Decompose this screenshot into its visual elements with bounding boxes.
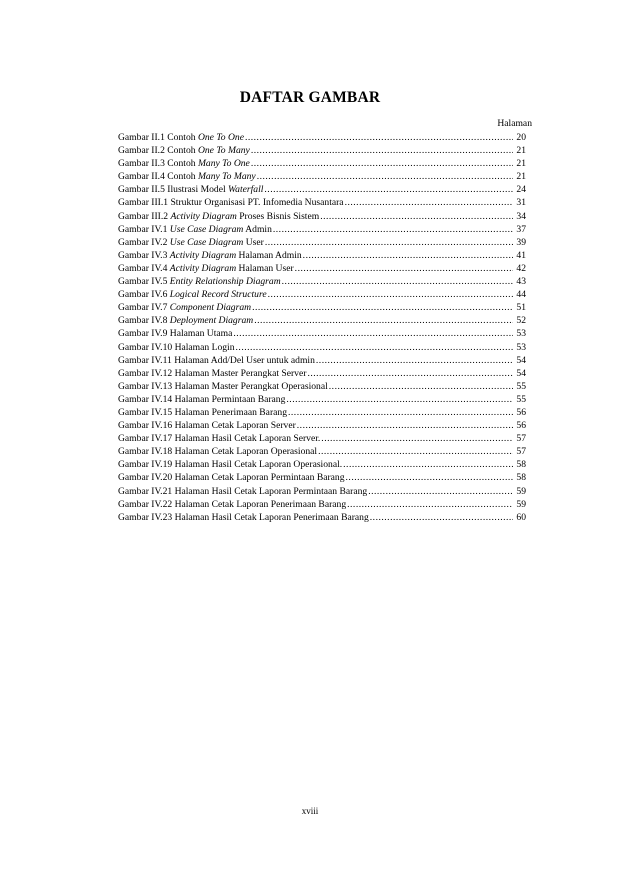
- dot-leader: [264, 183, 513, 196]
- figure-entry-page: 43: [516, 276, 526, 288]
- figure-entry-label: Gambar IV.13 Halaman Master Perangkat Operasional: [118, 380, 328, 392]
- figure-entry-label: Gambar IV.17 Halaman Hasil Cetak Laporan Server.: [118, 433, 321, 445]
- figure-entry[interactable]: [118, 275, 526, 288]
- dot-leader: [252, 301, 513, 314]
- figure-entry-page: 57: [516, 433, 526, 445]
- figure-entry[interactable]: [118, 327, 526, 340]
- figure-entry-label: Gambar IV.4 Activity Diagram Halaman User: [118, 262, 294, 274]
- figure-entry[interactable]: [118, 393, 526, 406]
- figure-entry-label: Gambar IV.15 Halaman Penerimaan Barang: [118, 406, 287, 418]
- figure-entry[interactable]: [118, 196, 526, 209]
- figure-entry[interactable]: [118, 498, 526, 511]
- figure-entry-page: 39: [516, 236, 526, 248]
- figure-entry-label: Gambar IV.12 Halaman Master Perangkat Server: [118, 367, 307, 379]
- figure-entry-page: 21: [516, 171, 526, 183]
- figure-entry-label: Gambar II.4 Contoh Many To Many: [118, 171, 256, 183]
- figure-entry-label: Gambar IV.9 Halaman Utama: [118, 328, 233, 340]
- figure-entry[interactable]: [118, 249, 526, 262]
- figure-entry-page: 51: [516, 302, 526, 314]
- figure-entry[interactable]: [118, 406, 526, 419]
- dot-leader: [273, 223, 513, 236]
- page-column-header: Halaman: [497, 118, 532, 129]
- figure-entry[interactable]: [118, 236, 526, 249]
- figure-entry-page: 37: [516, 223, 526, 235]
- figure-entry-label: Gambar IV.22 Halaman Cetak Laporan Penerimaan Barang: [118, 498, 347, 510]
- figure-entry[interactable]: [118, 301, 526, 314]
- figure-entry-page: 58: [516, 472, 526, 484]
- dot-leader: [251, 144, 513, 157]
- dot-leader: [268, 288, 513, 301]
- figure-entry-page: 24: [516, 184, 526, 196]
- figure-entry[interactable]: [118, 511, 526, 524]
- figure-entry-label: Gambar IV.16 Halaman Cetak Laporan Server: [118, 420, 296, 432]
- figure-entry[interactable]: [118, 262, 526, 275]
- figure-entry[interactable]: [118, 367, 526, 380]
- figure-entry-label: Gambar IV.23 Halaman Hasil Cetak Laporan Penerimaan Barang: [118, 511, 369, 523]
- figure-entry-page: 21: [516, 145, 526, 157]
- dot-leader: [307, 367, 513, 380]
- dot-leader: [321, 432, 513, 445]
- figure-entry-page: 31: [516, 197, 526, 209]
- dot-leader: [347, 498, 513, 511]
- figure-entry-page: 60: [516, 511, 526, 523]
- dot-leader: [245, 131, 513, 144]
- figure-entry-label: Gambar II.5 Ilustrasi Model Waterfall: [118, 184, 264, 196]
- figure-entry[interactable]: [118, 144, 526, 157]
- figure-entry-page: 55: [516, 380, 526, 392]
- figure-entry-label: Gambar IV.20 Halaman Cetak Laporan Permintaan Barang: [118, 472, 345, 484]
- figure-entry-label: Gambar IV.18 Halaman Cetak Laporan Operasional: [118, 446, 318, 458]
- figure-entry-label: Gambar II.2 Contoh One To Many: [118, 145, 250, 157]
- figure-entry-page: 53: [516, 341, 526, 353]
- figure-entry-page: 54: [516, 354, 526, 366]
- figure-entry-label: Gambar IV.10 Halaman Login: [118, 341, 235, 353]
- dot-leader: [297, 419, 513, 432]
- figure-entry[interactable]: [118, 223, 526, 236]
- figure-list: [118, 131, 526, 524]
- figure-entry-label: Gambar IV.8 Deployment Diagram: [118, 315, 254, 327]
- figure-entry[interactable]: [118, 314, 526, 327]
- figure-entry-page: 42: [516, 262, 526, 274]
- dot-leader: [303, 249, 513, 262]
- figure-entry-page: 57: [516, 446, 526, 458]
- page-title: DAFTAR GAMBAR: [239, 89, 381, 106]
- figure-entry-page: 56: [516, 406, 526, 418]
- dot-leader: [257, 170, 513, 183]
- figure-entry-label: Gambar IV.5 Entity Relationship Diagram: [118, 276, 281, 288]
- dot-leader: [368, 485, 513, 498]
- figure-entry-label: Gambar IV.2 Use Case Diagram User: [118, 236, 264, 248]
- figure-entry-page: 44: [516, 289, 526, 301]
- dot-leader: [320, 210, 513, 223]
- figure-entry[interactable]: [118, 485, 526, 498]
- figure-entry[interactable]: [118, 458, 526, 471]
- dot-leader: [288, 406, 513, 419]
- figure-entry[interactable]: [118, 380, 526, 393]
- figure-entry[interactable]: [118, 157, 526, 170]
- dot-leader: [236, 341, 513, 354]
- dot-leader: [282, 275, 513, 288]
- figure-entry-label: Gambar IV.21 Halaman Hasil Cetak Laporan Permintaan Barang: [118, 485, 368, 497]
- figure-entry[interactable]: [118, 445, 526, 458]
- figure-entry-label: Gambar IV.3 Activity Diagram Halaman Admin: [118, 249, 302, 261]
- figure-entry-page: 56: [516, 420, 526, 432]
- dot-leader: [286, 393, 513, 406]
- figure-entry[interactable]: [118, 183, 526, 196]
- figure-entry[interactable]: [118, 471, 526, 484]
- figure-entry-page: 52: [516, 315, 526, 327]
- figure-entry-label: Gambar IV.7 Component Diagram: [118, 302, 252, 314]
- figure-entry-page: 34: [516, 210, 526, 222]
- figure-entry-label: Gambar IV.14 Halaman Permintaan Barang: [118, 393, 286, 405]
- figure-entry-label: Gambar IV.6 Logical Record Structure: [118, 289, 267, 301]
- dot-leader: [233, 327, 513, 340]
- dot-leader: [343, 458, 513, 471]
- figure-entry-page: 20: [516, 132, 526, 143]
- figure-entry[interactable]: [118, 131, 526, 144]
- dot-leader: [265, 236, 513, 249]
- figure-entry-page: 55: [516, 393, 526, 405]
- dot-leader: [316, 354, 513, 367]
- figure-entry-page: 58: [516, 459, 526, 471]
- figure-entry-label: Gambar II.1 Contoh One To One: [118, 132, 244, 143]
- figure-entry-label: Gambar III.2 Activity Diagram Proses Bisnis Sistem: [118, 210, 320, 222]
- figure-entry-label: Gambar III.1 Struktur Organisasi PT. Infomedia Nusantara: [118, 197, 344, 209]
- dot-leader: [329, 380, 513, 393]
- page-number: xviii: [301, 806, 319, 816]
- dot-leader: [318, 445, 513, 458]
- figure-entry-page: 21: [516, 158, 526, 170]
- dot-leader: [254, 314, 513, 327]
- figure-entry[interactable]: [118, 419, 526, 432]
- figure-entry[interactable]: [118, 354, 526, 367]
- figure-entry[interactable]: [118, 210, 526, 223]
- figure-entry-label: Gambar IV.1 Use Case Diagram Admin: [118, 223, 272, 235]
- dot-leader: [346, 471, 513, 484]
- figure-entry-page: 41: [516, 249, 526, 261]
- figure-entry-label: Gambar IV.11 Halaman Add/Del User untuk admin: [118, 354, 315, 366]
- dot-leader: [251, 157, 513, 170]
- figure-entry-page: 59: [516, 498, 526, 510]
- dot-leader: [295, 262, 513, 275]
- figure-entry[interactable]: [118, 432, 526, 445]
- figure-entry[interactable]: [118, 341, 526, 354]
- figure-entry-page: 59: [516, 485, 526, 497]
- figure-entry-page: 53: [516, 328, 526, 340]
- figure-entry[interactable]: [118, 170, 526, 183]
- figure-entry-label: Gambar II.3 Contoh Many To One: [118, 158, 250, 170]
- figure-entry-label: Gambar IV.19 Halaman Hasil Cetak Laporan Operasional.: [118, 459, 343, 471]
- dot-leader: [370, 511, 513, 524]
- dot-leader: [345, 196, 513, 209]
- figure-entry-page: 54: [516, 367, 526, 379]
- figure-entry[interactable]: [118, 288, 526, 301]
